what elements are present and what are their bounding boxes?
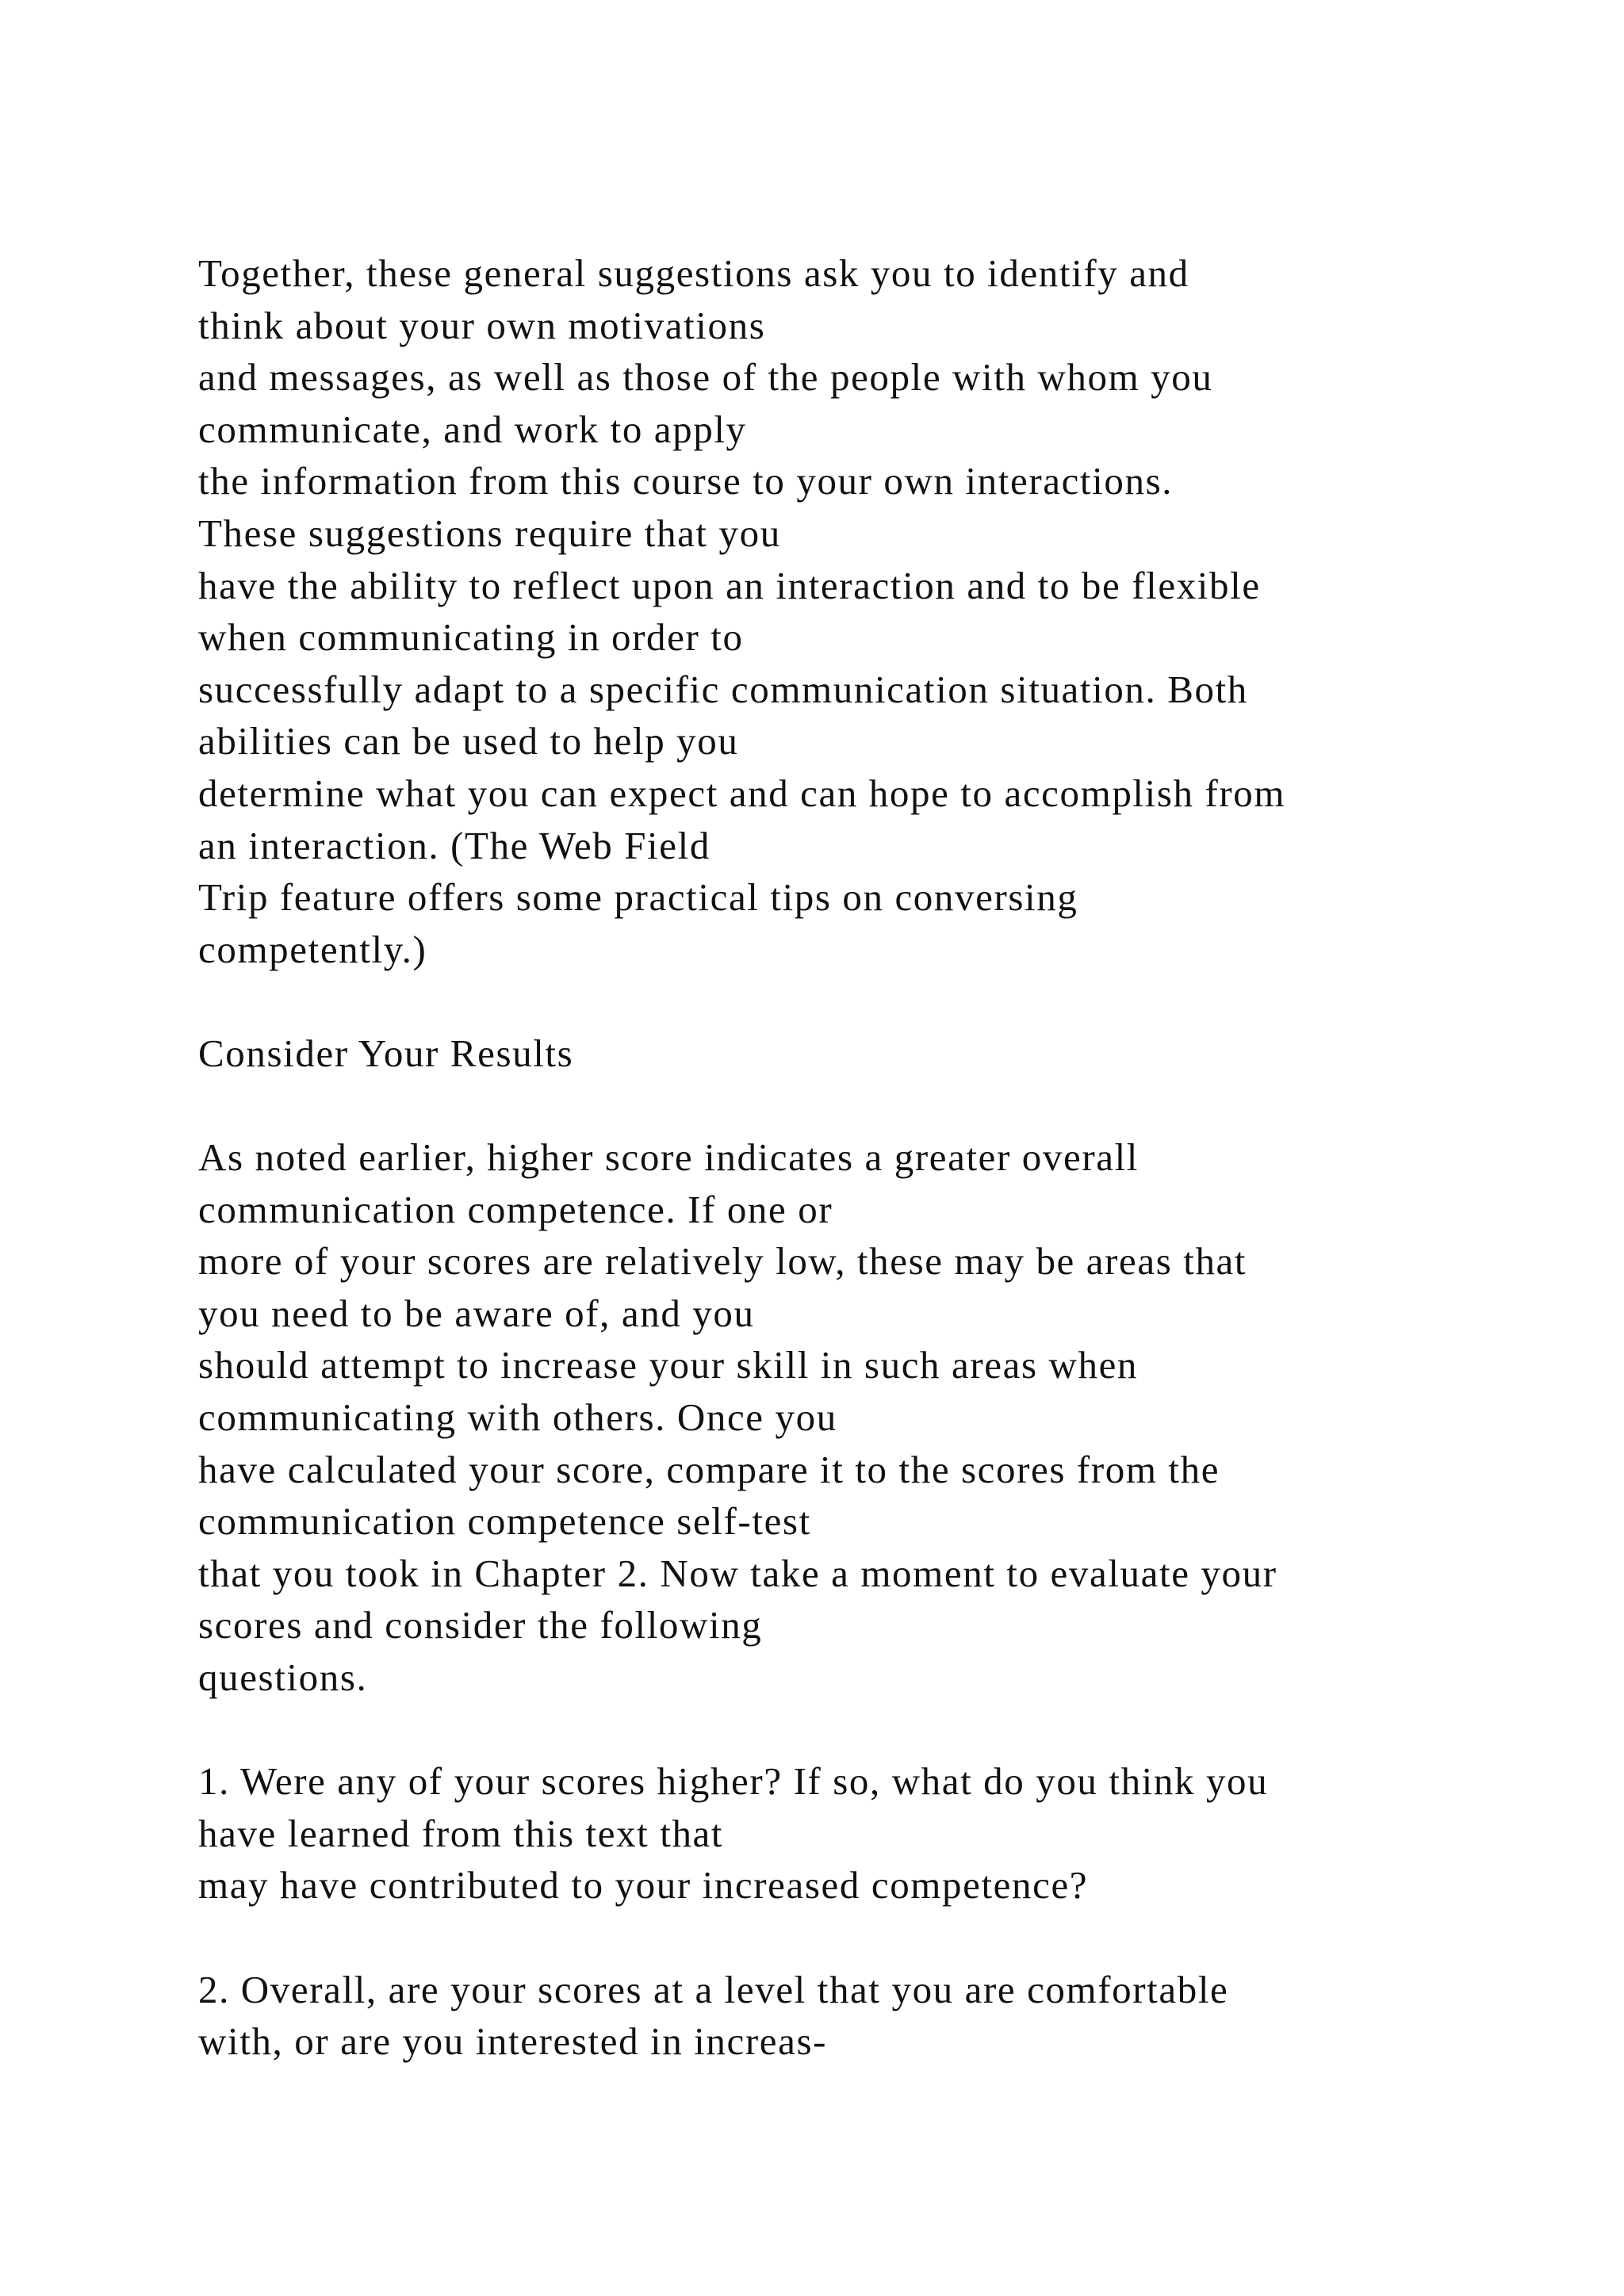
blank-line — [198, 1080, 1499, 1132]
text-line: These suggestions require that you — [198, 511, 781, 555]
text-line: communicating with others. Once you — [198, 1395, 837, 1440]
text-line: communication competence self-test — [198, 1499, 811, 1544]
section-heading — [198, 1027, 1499, 1080]
text-line: questions. — [198, 1655, 368, 1700]
text-line: with, or are you interested in increas- — [198, 2019, 828, 2064]
text-line: you need to be aware of, and you — [198, 1291, 755, 1335]
text-line: communicate, and work to apply — [198, 407, 747, 451]
question-2 — [198, 1964, 1499, 2068]
text-line: have learned from this text that — [198, 1811, 724, 1855]
heading-text: Consider Your Results — [198, 1031, 574, 1075]
text-line: Together, these general suggestions ask you to identify and — [198, 251, 1189, 295]
text-line: that you took in Chapter 2. Now take a moment to evaluate your — [198, 1551, 1277, 1595]
text-line: successfully adapt to a specific communication situation. Both — [198, 667, 1248, 711]
text-line: should attempt to increase your skill in such areas when — [198, 1343, 1139, 1387]
text-line: an interaction. (The Web Field — [198, 823, 710, 867]
text-line: competently.) — [198, 927, 427, 971]
text-line: when communicating in order to — [198, 615, 744, 660]
text-line: determine what you can expect and can hope to accomplish from — [198, 771, 1286, 815]
text-line: the information from this course to your own interactions. — [198, 459, 1174, 503]
text-line: abilities can be used to help you — [198, 719, 739, 763]
text-line: have the ability to reflect upon an interaction and to be flexible — [198, 563, 1261, 607]
blank-line — [198, 1911, 1499, 1964]
text-line: and messages, as well as those of the people with whom you — [198, 355, 1213, 400]
document-body — [198, 247, 1499, 2068]
text-line: 2. Overall, are your scores at a level that you are comfortable — [198, 1967, 1229, 2011]
paragraph-suggestions — [198, 247, 1499, 975]
text-line: may have contributed to your increased competence? — [198, 1863, 1089, 1908]
text-line: have calculated your score, compare it to the scores from the — [198, 1447, 1220, 1491]
text-line: scores and consider the following — [198, 1603, 763, 1647]
text-line: 1. Were any of your scores higher? If so, what do you think you — [198, 1759, 1269, 1804]
blank-line — [198, 1704, 1499, 1756]
text-line: As noted earlier, higher score indicates a greater overall — [198, 1135, 1139, 1180]
paragraph-results — [198, 1131, 1499, 1704]
text-line: think about your own motivations — [198, 303, 766, 347]
text-line: Trip feature offers some practical tips on conversing — [198, 875, 1078, 920]
question-1 — [198, 1755, 1499, 1911]
text-line: communication competence. If one or — [198, 1187, 833, 1231]
text-line: more of your scores are relatively low, these may be areas that — [198, 1239, 1247, 1284]
blank-line — [198, 975, 1499, 1027]
